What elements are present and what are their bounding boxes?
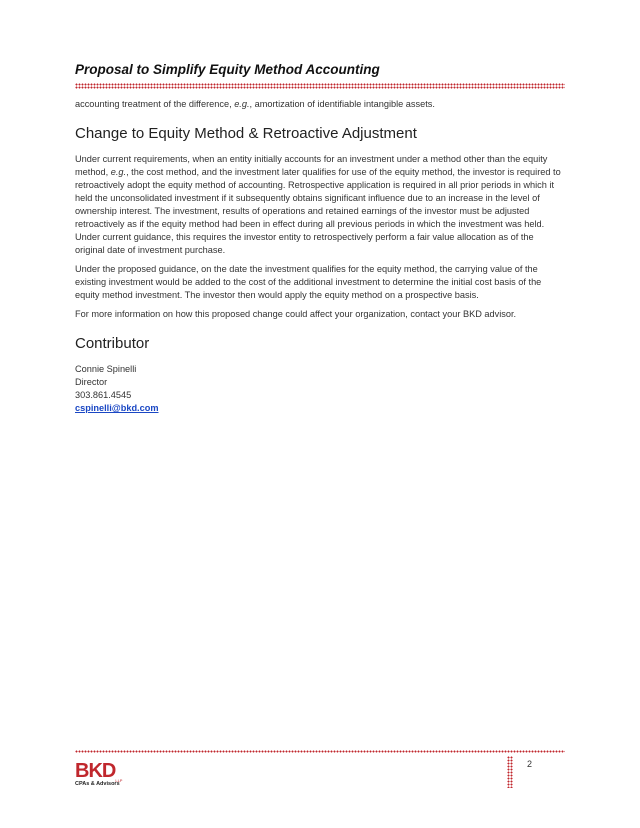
bkd-logo: [75, 760, 122, 787]
footer-dotted-rule: [75, 750, 565, 753]
logo-mark: BKD: [75, 760, 116, 782]
contributor-block: [75, 363, 565, 415]
document-body: [75, 98, 565, 415]
section-heading-contributor: Contributor: [75, 335, 150, 352]
contributor-phone: 303.861.4545: [75, 390, 132, 400]
section-heading-equity-method: Change to Equity Method & Retroactive Adjustment: [75, 125, 417, 142]
footer-vertical-dots: [507, 756, 513, 788]
section-paragraph-3: For more information on how this proposed change could affect your organization, contact your BKD advisor.: [75, 309, 517, 319]
contributor-email-link[interactable]: cspinelli@bkd.com: [75, 403, 159, 413]
section-paragraph-2: Under the proposed guidance, on the date the investment qualifies for the equity method, the carrying value of the existing investment would be added to the cost of the additional investment to determine the initial cost basis of the equity method investment. The investor then would apply the equity method on a prospective basis.: [75, 264, 542, 300]
logo-tagline: CPAs & Advisors: [75, 781, 120, 787]
section-paragraph-1: Under current requirements, when an entity initially accounts for an investment under a method other than the equity method, e.g., the cost method, and the investment later qualifies for use of the equity method, the investor is required to retroactively adopt the equity method of accounting. Retrospective application is required in all prior periods in which it held the unconsolidated investment if it subsequently obtains significant influence due to an increase in the level of ownership interest. The investment, results of operations and retained earnings of the investor must be adjusted retroactively as if the equity method had been in effect during all previous periods in which the investment was held. Under current guidance, this requires the investor entity to retrospectively perform a fair value allocation as of the original date of investment purchase.: [75, 154, 561, 255]
contributor-name: Connie Spinelli: [75, 364, 137, 374]
intro-paragraph: accounting treatment of the difference, e.g., amortization of identifiable intangible assets.: [75, 99, 435, 109]
document-header-title: Proposal to Simplify Equity Method Accounting: [75, 62, 380, 77]
header-dotted-rule: [75, 83, 565, 89]
contributor-title: Director: [75, 377, 108, 387]
logo-llp: LLP: [115, 778, 123, 783]
page-number: 2: [527, 759, 533, 769]
